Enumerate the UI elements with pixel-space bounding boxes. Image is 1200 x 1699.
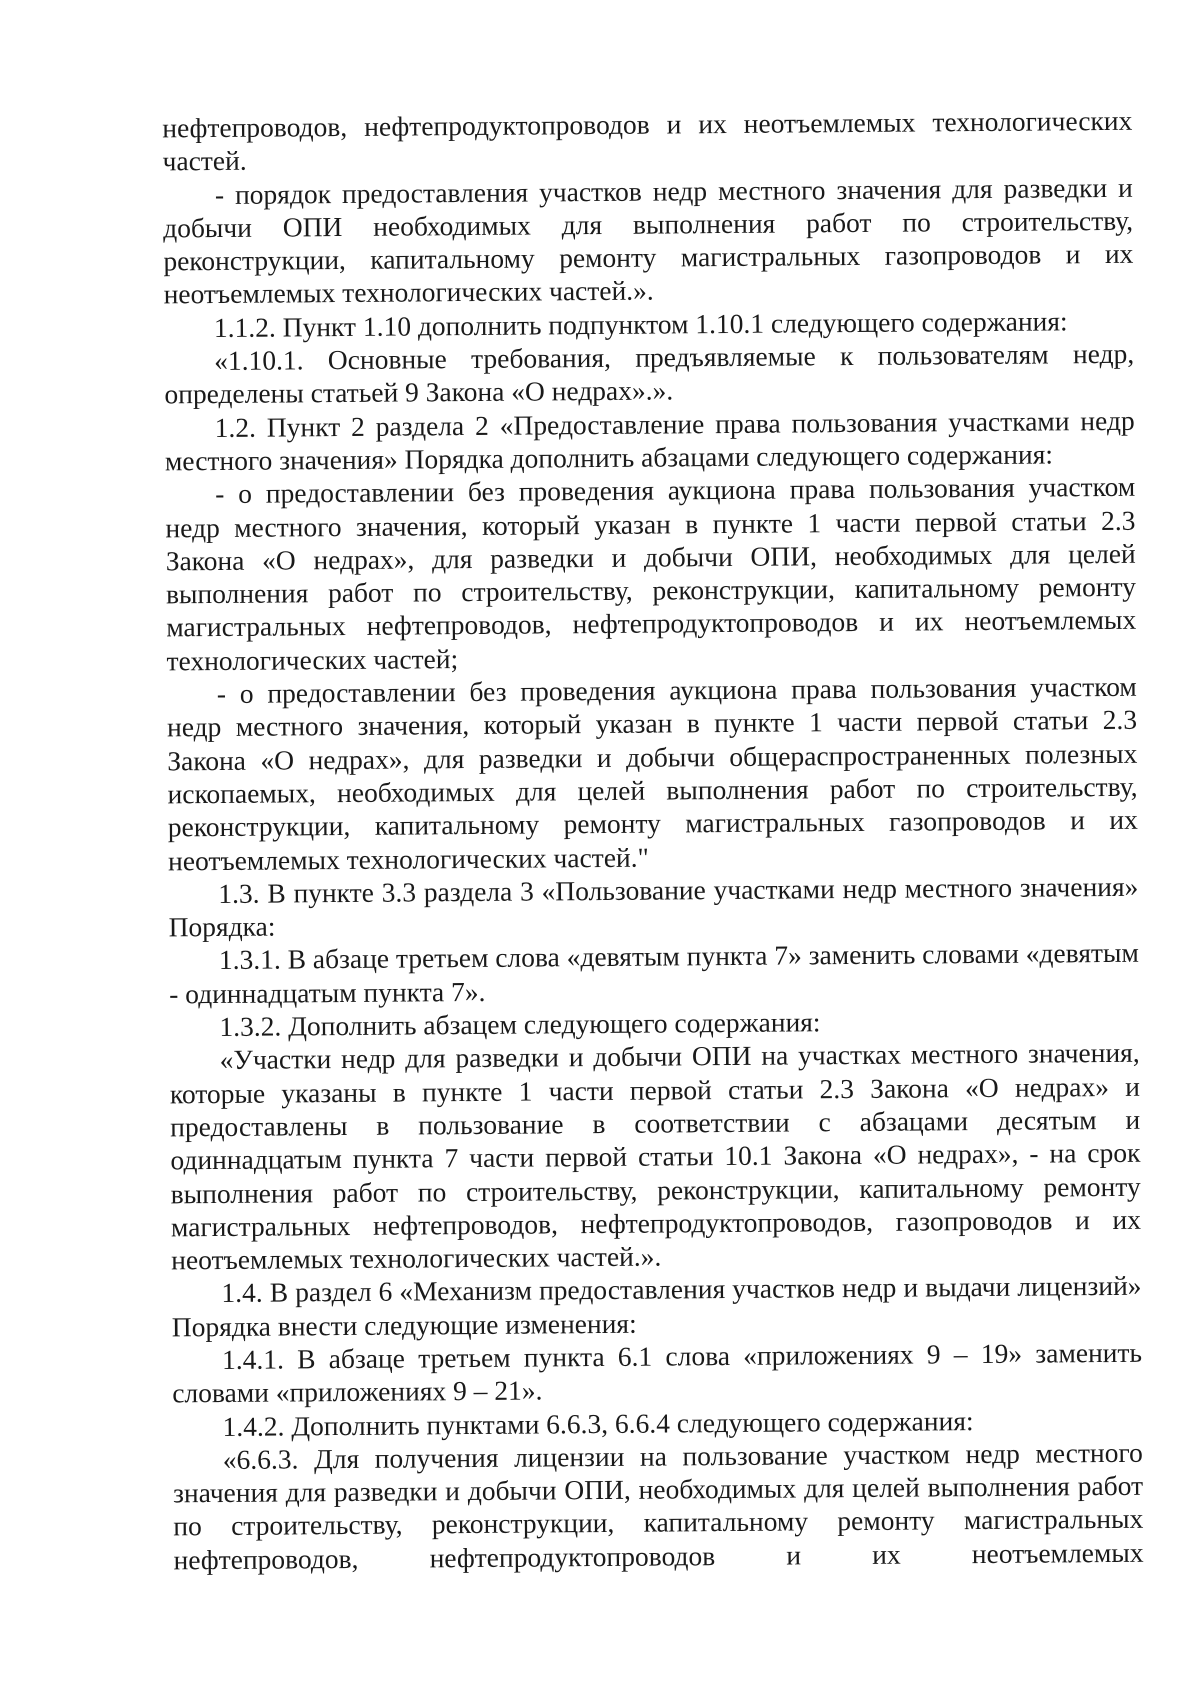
paragraph-gas-pipelines-order: - порядок предоставления участков недр местного значения для разведки и добычи ОПИ необходимых для выполнения работ по строительству, реконструкции, капитальному ремонту магистральных газопроводов и их неотъемлемых технологических частей.». bbox=[163, 171, 1134, 310]
paragraph-continuation: нефтепроводов, нефтепродуктопроводов и их неотъемлемых технологических частей. bbox=[162, 104, 1133, 177]
document-body bbox=[162, 104, 1143, 1577]
paragraph-1-2: 1.2. Пункт 2 раздела 2 «Предоставление права пользования участками недр местного значения» Порядка дополнить абзацами следующего содержания: bbox=[164, 404, 1135, 477]
paragraph-1-3-1: 1.3.1. В абзаце третьем слова «девятым пункта 7» заменить словами «девятым - одиннадцатым пункта 7». bbox=[169, 937, 1139, 1010]
paragraph-1-4: 1.4. В раздел 6 «Механизм предоставления участков недр и выдачи лицензий» Порядка внести следующие изменения: bbox=[171, 1270, 1142, 1343]
paragraph-1-10-1: «1.10.1. Основные требования, предъявляемые к пользователям недр, определены статьей 9 Закона «О недрах».». bbox=[164, 337, 1135, 410]
paragraph-1-4-1: 1.4.1. В абзаце третьем пункта 6.1 слова «приложениях 9 – 19» заменить словами «приложениях 9 – 21». bbox=[172, 1336, 1143, 1409]
paragraph-quoted-subsoil-plots: «Участки недр для разведки и добычи ОПИ на участках местного значения, которые указаны в пункте 1 части первой статьи 2.3 Закона «О недрах» и предоставлены в пользование в соответствии с абзацами десятым и одиннадцатым пункта 7 части первой статьи 10.1 Закона «О недрах», - на срок выполнения работ по строительству, реконструкции, капитальному ремонту магистральных нефтепроводов, нефтепродуктопроводов, газопроводов и их неотъемлемых технологических частей.». bbox=[169, 1037, 1142, 1276]
paragraph-1-1-2: 1.1.2. Пункт 1.10 дополнить подпунктом 1.10.1 следующего содержания: bbox=[213, 305, 1068, 343]
paragraph-gas-pipelines-item: - о предоставлении без проведения аукциона права пользования участком недр местного значения, который указан в пункте 1 части первой статьи 2.3 Закона «О недрах», для разведки и добычи общераспространенных полезных ископаемых, необходимых для целей выполнения работ по строительству, реконструкции, капитальному ремонту магистральных газопроводов и их неотъемлемых технологических частей." bbox=[166, 670, 1138, 876]
paragraph-oil-pipelines-item: - о предоставлении без проведения аукциона права пользования участком недр местного значения, который указан в пункте 1 части первой статьи 2.3 Закона «О недрах», для разведки и добычи ОПИ, необходимых для целей выполнения работ по строительству, реконструкции, капитальному ремонту магистральных нефтепроводов, нефтепродуктопроводов и их неотъемлемых технологических частей; bbox=[165, 471, 1137, 677]
paragraph-1-3-2: 1.3.2. Дополнить абзацем следующего содержания: bbox=[219, 1006, 821, 1043]
paragraph-1-4-2: 1.4.2. Дополнить пунктами 6.6.3, 6.6.4 следующего содержания: bbox=[222, 1404, 974, 1442]
paragraph-1-3: 1.3. В пункте 3.3 раздела 3 «Пользование участками недр местного значения» Порядка: bbox=[168, 870, 1139, 943]
paragraph-6-6-3: «6.6.3. Для получения лицензии на пользование участком недр местного значения для разведки и добычи ОПИ, необходимых для целей выполнения работ по строительству, реконструкции, капитальному ремонту магистральных нефтепроводов, нефтепродуктопроводов и их неотъемлемых bbox=[172, 1436, 1144, 1576]
